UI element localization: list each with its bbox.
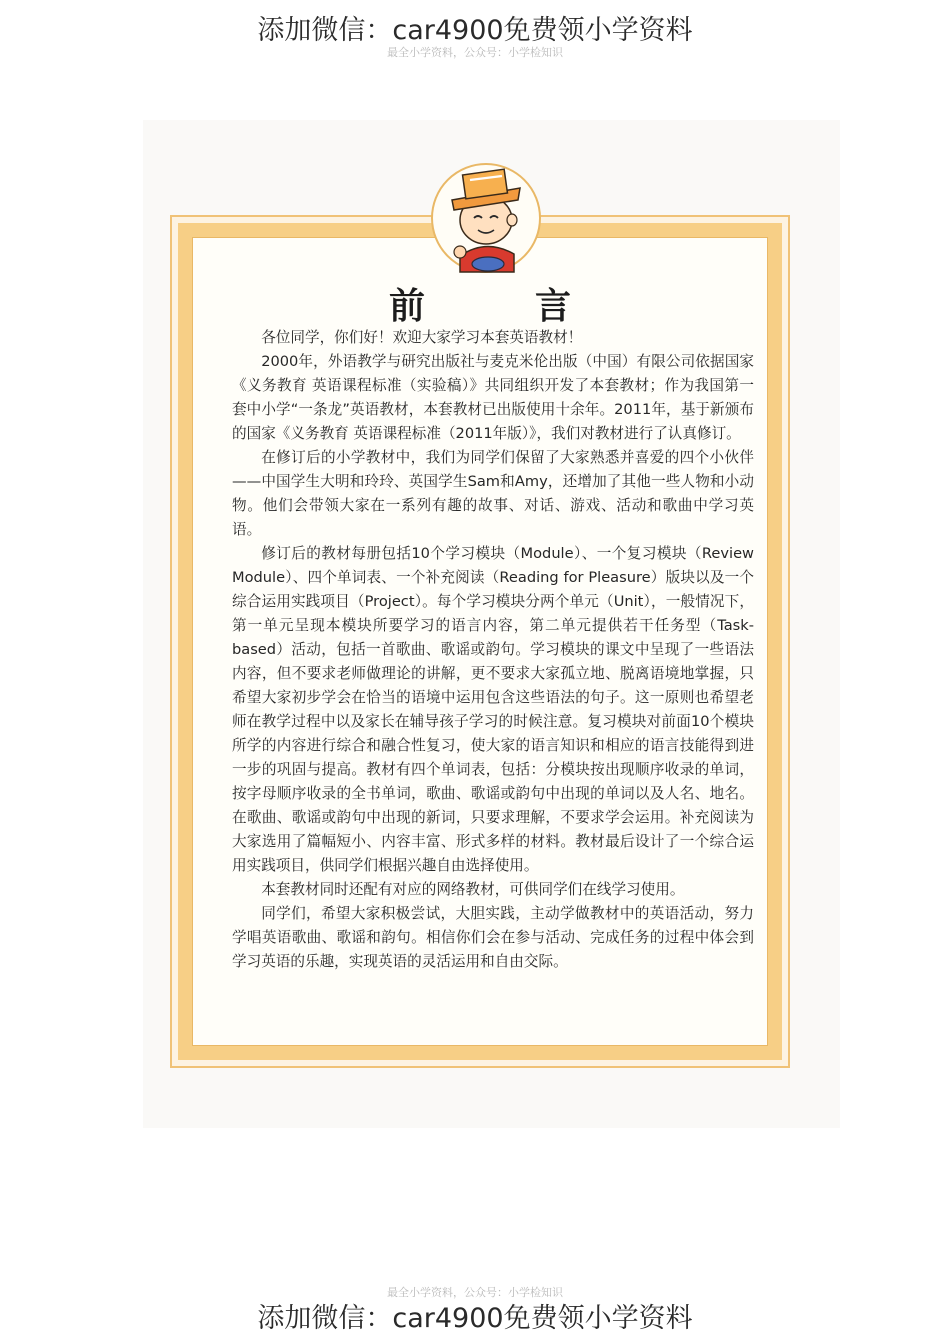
page-title xyxy=(192,278,768,329)
paragraph-history: 2000年，外语教学与研究出版社与麦克米伦出版（中国）有限公司依据国家《义务教育 英语课程标准（实验稿）》共同组织开发了本套教材；作为我国第一套中小学“一条龙”英语教材，本套教材已出版使用十余年。2011年，基于新颁布的国家《义务教育 英语课程标准（2011年版）》，我们对教材进行了认真修订。 xyxy=(232,353,754,442)
title-char-right: 言 xyxy=(535,285,572,327)
paragraph-greeting: 各位同学，你们好！欢迎大家学习本套英语教材！ xyxy=(261,329,583,346)
paragraph-closing: 同学们，希望大家积极尝试，大胆实践，主动学做教材中的英语活动，努力学唱英语歌曲、歌谣和韵句。相信你们会在参与活动、完成任务的过程中体会到学习英语的乐趣，实现英语的灵活运用和自由交际。 xyxy=(232,905,754,970)
title-char-left: 前 xyxy=(388,285,425,327)
preface-body xyxy=(232,326,754,974)
paragraph-online: 本套教材同时还配有对应的网络教材，可供同学们在线学习使用。 xyxy=(261,881,685,898)
paragraph-characters: 在修订后的小学教材中，我们为同学们保留了大家熟悉并喜爱的四个小伙伴——中国学生大明和玲玲、英国学生Sam和Amy，还增加了其他一些人物和小动物。他们会带领大家在一系列有趣的故事、对话、游戏、活动和歌曲中学习英语。 xyxy=(232,449,754,538)
top-faint-watermark: 最全小学资料，公众号：小学检知识 xyxy=(387,46,563,59)
bottom-faint-watermark: 最全小学资料，公众号：小学检知识 xyxy=(387,1286,563,1299)
boy-mascot-icon xyxy=(430,160,542,278)
paragraph-structure: 修订后的教材每册包括10个学习模块（Module）、一个复习模块（Review Module）、四个单词表、一个补充阅读（Reading for Pleasure）版块以及一个综合运用实践项目（Project）。每个学习模块分两个单元（Unit），一般情况下，第一单元呈现本模块所要学习的语言内容，第二单元提供若干任务型（Task-based）活动，包括一首歌曲、歌谣或韵句。学习模块的课文中呈现了一些语法内容，但不要求老师做理论的讲解，更不要求大家孤立地、脱离语境地掌握，只希望大家初步学会在恰当的语境中运用包含这些语法的句子。这一原则也希望老师在教学过程中以及家长在辅导孩子学习的时候注意。复习模块对前面10个模块所学的内容进行综合和融合性复习，使大家的语言知识和相应的语言技能得到进一步的巩固与提高。教材有四个单词表，包括：分模块按出现顺序收录的单词，按字母顺序收录的全书单词，歌曲、歌谣或韵句中出现的单词以及人名、地名。在歌曲、歌谣或韵句中出现的新词，只要求理解，不要求学会运用。补充阅读为大家选用了篇幅短小、内容丰富、形式多样的材料。教材最后设计了一个综合运用实践项目，供同学们根据兴趣自由选择使用。 xyxy=(232,545,754,874)
top-watermark-banner: 添加微信：car4900免费领小学资料 xyxy=(257,15,693,46)
bottom-watermark-banner: 添加微信：car4900免费领小学资料 xyxy=(257,1303,693,1334)
